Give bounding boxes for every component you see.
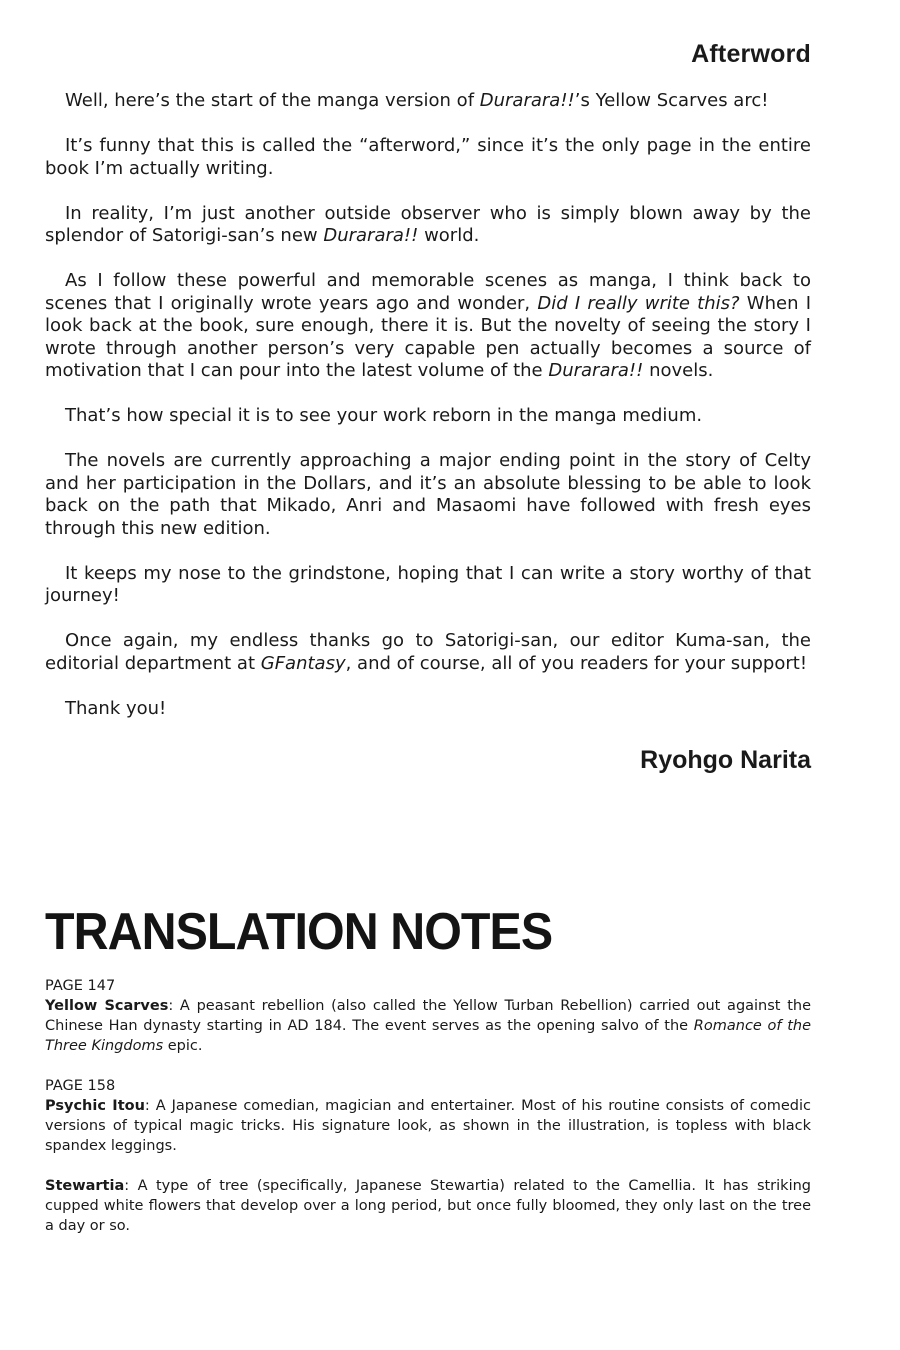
author-signature: Ryohgo Narita [640, 746, 811, 774]
text-run: It keeps my nose to the grindstone, hoping that I can write a story worthy of that journey! [45, 562, 811, 606]
text-run: Well, here’s the start of the manga version of [65, 90, 480, 111]
text-run: ’s Yellow Scarves arc! [574, 90, 769, 111]
text-run: Thank you! [65, 697, 167, 719]
text-run: When I look back at the book, sure enough, there it is. But the novelty of seeing the story I wrote through another person’s very capable pen actually becomes a source of motivation that I can pour into the latest volume of the [45, 292, 811, 381]
text-run: world. [418, 225, 480, 246]
text-run: epic. [163, 1038, 203, 1054]
translation-note [45, 996, 811, 1056]
italic-text: Durarara!! [323, 225, 419, 246]
translation-notes-title: TRANSLATION NOTES [45, 903, 553, 961]
note-term: Stewartia [45, 1178, 125, 1194]
translation-notes-list [45, 976, 811, 1256]
afterword-paragraph [45, 450, 811, 540]
afterword-paragraph [45, 405, 811, 428]
text-run: The novels are currently approaching a major ending point in the story of Celty and her participation in the Dollars, and it’s an absolute blessing to be able to look back on the path that Mikado, Anri and Masaomi have followed with fresh eyes through this new edition. [45, 450, 811, 539]
afterword-body [45, 90, 811, 743]
text-run: : A type of tree (specifically, Japanese Stewartia) related to the Camellia. It has striking cupped white flowers that develop over a long period, but once fully bloomed, they only last on the tree a day or so. [45, 1178, 811, 1234]
text-run: , and of course, all of you readers for your support! [345, 652, 808, 674]
afterword-paragraph [45, 203, 811, 248]
italic-text: Did I really write this? [537, 292, 740, 314]
note-group [45, 1076, 811, 1236]
afterword-paragraph [45, 563, 811, 608]
afterword-paragraph [45, 135, 811, 180]
afterword-title: Afterword [691, 40, 811, 68]
text-run: Once again, my endless thanks go to Satorigi-san, our editor Kuma-san, the editorial department at [45, 630, 811, 674]
translation-note [45, 1176, 811, 1236]
afterword-paragraph [45, 698, 811, 721]
note-term: Psychic Itou [45, 1098, 145, 1114]
afterword-paragraph [45, 630, 811, 675]
text-run: : A peasant rebellion (also called the Yellow Turban Rebellion) carried out against the Chinese Han dynasty starting in AD 184. The event serves as the opening salvo of the [45, 998, 811, 1034]
note-group [45, 976, 811, 1056]
italic-text: Durarara!! [479, 90, 575, 111]
text-run: In reality, I’m just another outside observer who is simply blown away by the splendor of Satorigi-san’s new [45, 202, 811, 246]
italic-text: GFantasy [260, 652, 346, 674]
translation-note [45, 1096, 811, 1156]
note-term: Yellow Scarves [45, 998, 169, 1014]
text-run: As I follow these powerful and memorable scenes as manga, I think back to scenes that I originally wrote years ago and wonder, [45, 270, 811, 314]
page-reference: PAGE 158 [45, 1078, 116, 1094]
italic-text: Durarara!! [548, 360, 644, 381]
text-run: novels. [643, 360, 714, 381]
afterword-paragraph [45, 270, 811, 383]
italic-text: Romance of the Three Kingdoms [45, 1018, 811, 1054]
text-run: : A Japanese comedian, magician and entertainer. Most of his routine consists of comedic versions of typical magic tricks. His signature look, as shown in the illustration, is topless with black spandex leggings. [45, 1098, 811, 1154]
text-run: It’s funny that this is called the “afterword,” since it’s the only page in the entire book I’m actually writing. [45, 135, 811, 179]
afterword-paragraph [45, 90, 811, 113]
text-run: That’s how special it is to see your work reborn in the manga medium. [65, 405, 703, 426]
page-reference: PAGE 147 [45, 978, 116, 994]
